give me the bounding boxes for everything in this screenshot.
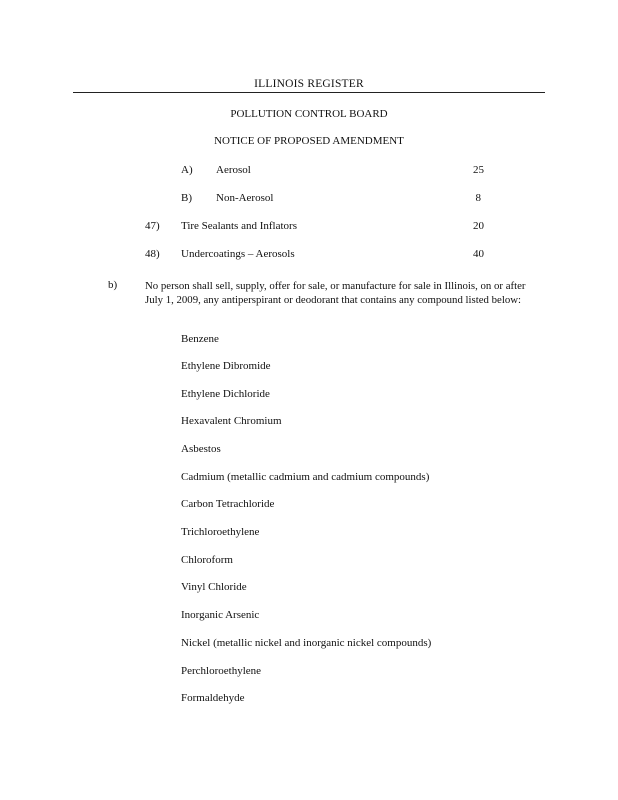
compound-item: Cadmium (metallic cadmium and cadmium compounds)	[181, 471, 430, 483]
compound-item: Formaldehyde	[181, 692, 245, 704]
row-name: Non-Aerosol	[216, 192, 274, 204]
row-label: 47)	[145, 220, 160, 232]
row-label: 48)	[145, 248, 160, 260]
compound-item: Ethylene Dichloride	[181, 388, 270, 400]
compound-item: Perchloroethylene	[181, 665, 262, 677]
row-value: 25	[473, 164, 484, 176]
notice-title: NOTICE OF PROPOSED AMENDMENT	[214, 135, 404, 147]
board-title: POLLUTION CONTROL BOARD	[230, 108, 388, 120]
row-name: Tire Sealants and Inflators	[181, 220, 297, 232]
row-name: Aerosol	[216, 164, 251, 176]
header-rule	[73, 92, 545, 93]
paragraph-label: b)	[108, 279, 118, 291]
compound-item: Inorganic Arsenic	[181, 609, 260, 621]
compound-item: Trichloroethylene	[181, 526, 260, 538]
compound-item: Hexavalent Chromium	[181, 415, 282, 427]
compound-item: Benzene	[181, 333, 219, 345]
register-title: ILLINOIS REGISTER	[254, 78, 364, 90]
compound-item: Carbon Tetrachloride	[181, 498, 275, 510]
paragraph-text: No person shall sell, supply, offer for sale, or manufacture for sale in Illinois, on or after July 1, 2009, any antiperspirant or deodorant that contains any compound listed below:	[145, 280, 526, 306]
row-value: 20	[473, 220, 484, 232]
compound-item: Chloroform	[181, 554, 233, 566]
row-label: A)	[181, 164, 193, 176]
row-value: 8	[475, 192, 481, 204]
compound-item: Vinyl Chloride	[181, 581, 247, 593]
row-name: Undercoatings – Aerosols	[181, 248, 295, 260]
compound-item: Ethylene Dibromide	[181, 360, 271, 372]
row-value: 40	[473, 248, 484, 260]
compound-item: Nickel (metallic nickel and inorganic nickel compounds)	[181, 637, 432, 649]
compound-item: Asbestos	[181, 443, 221, 455]
row-label: B)	[181, 192, 192, 204]
